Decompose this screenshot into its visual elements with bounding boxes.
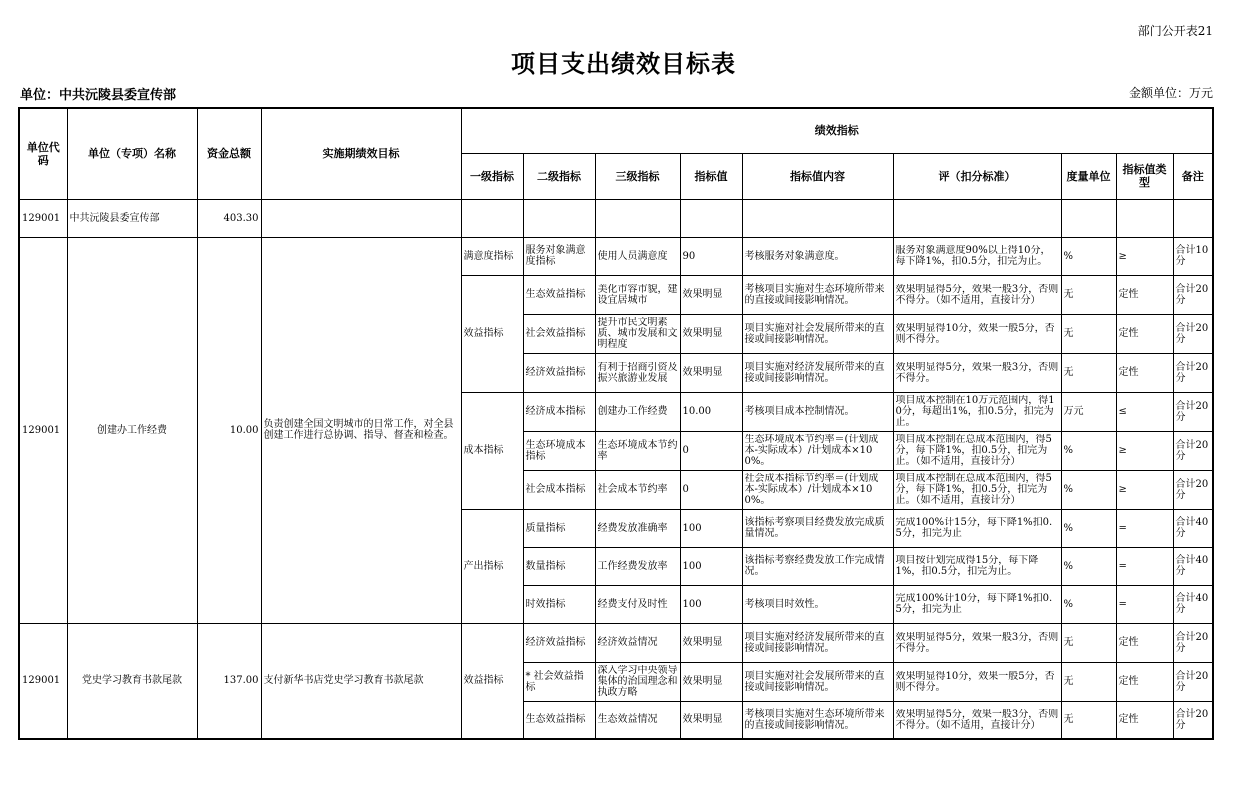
cell-type: ≥ [1116,431,1173,470]
cell-total: 10.00 [197,237,261,623]
cell-unit: 万元 [1061,392,1116,431]
cell-level1: 产出指标 [461,509,523,623]
cell-unit: % [1061,431,1116,470]
cell-type: 定性 [1116,314,1173,353]
empty-cell [742,199,893,237]
cell-level3-text: 美化市容市貌，建设宜居城市 [597,283,678,306]
cell-content: 该指标考察经费发放工作完成情况。 [742,547,893,585]
cell-remark: 合计20分 [1173,470,1213,509]
cell-unit: 无 [1061,314,1116,353]
summary-row [19,199,1213,237]
cell-level3 [595,314,680,353]
cell-value: 90 [680,237,742,275]
cell-level3: 工作经费发放率 [595,547,680,585]
cell-content: 考核项目实施对生态环境所带来的直接或间接影响情况。 [742,275,893,314]
cell-level3: 生态效益情况 [595,701,680,739]
empty-cell [595,199,680,237]
cell-level1: 效益指标 [461,275,523,392]
header-measure-unit: 度量单位 [1061,153,1116,199]
cell-score-text: 服务对象满意度90%以上得10分，每下降1%，扣0.5分，扣完为止。 [895,245,1051,267]
cell-type: = [1116,547,1173,585]
header-name: 单位（专项）名称 [67,108,197,199]
cell-content-text: 社会成本指标节约率＝(计划成本-实际成本）/计划成本×100%。 [744,473,879,506]
cell-score-text: 效果明显得10分，效果一般5分，否则不得分。 [895,322,1055,345]
cell-level2: 数量指标 [523,547,595,585]
cell-level2: 生态环境成本指标 [523,431,595,470]
cell-value: 效果明显 [680,314,742,353]
cell-level1: 成本指标 [461,392,523,509]
cell-score [893,431,1061,470]
cell-value: 效果明显 [680,275,742,314]
header-content: 指标值内容 [742,153,893,199]
cell-level3: 生态环境成本节约率 [595,431,680,470]
cell-level2: 质量指标 [523,509,595,547]
empty-cell [523,199,595,237]
cell-score [893,392,1061,431]
cell-content: 项目实施对社会发展所带来的直接或间接影响情况。 [742,314,893,353]
cell-level3-text: 提升市民文明素质、城市发展和文明程度 [597,317,678,350]
cell-type: 定性 [1116,623,1173,662]
cell-score-text: 效果明显得5分，效果一般3分，否则不得分。（如不适用，直接计分） [895,283,1059,306]
cell-code: 129001 [19,623,67,739]
cell-name: 创建办工作经费 [67,237,197,623]
header-level2: 二级指标 [523,153,595,199]
cell-name: 中共沅陵县委宣传部 [67,199,197,237]
cell-level2: 时效指标 [523,585,595,623]
cell-level1: 效益指标 [461,623,523,739]
cell-unit: 无 [1061,353,1116,392]
header-value-type: 指标值类型 [1116,153,1173,199]
header-goal: 实施期绩效目标 [261,108,461,199]
cell-level2: 经济成本指标 [523,392,595,431]
header-level1: 一级指标 [461,153,523,199]
cell-type: ≤ [1116,392,1173,431]
cell-name: 党史学习教育书款尾款 [67,623,197,739]
cell-level2: * 社会效益指标 [523,662,595,701]
cell-remark: 合计20分 [1173,314,1213,353]
cell-remark: 合计20分 [1173,623,1213,662]
money-unit-label: 金额单位：万元 [1128,86,1213,100]
cell-remark: 合计20分 [1173,392,1213,431]
cell-content-text: 生态环境成本节约率＝(计划成本-实际成本）/计划成本×100%。 [744,434,879,467]
cell-total: 137.00 [197,623,261,739]
cell-goal: 负责创建全国文明城市的日常工作，对全县创建工作进行总协调、指导、督查和检查。 [261,237,461,623]
cell-unit: % [1061,585,1116,623]
cell-level1: 满意度指标 [461,237,523,275]
unit-label: 单位：中共沅陵县委宣传部 [20,88,177,103]
cell-unit: % [1061,509,1116,547]
cell-remark: 合计40分 [1173,547,1213,585]
cell-score [893,275,1061,314]
cell-content: 考核项目实施对生态环境所带来的直接或间接影响情况。 [742,701,893,739]
cell-level2: 社会效益指标 [523,314,595,353]
cell-type: 定性 [1116,275,1173,314]
cell-content: 考核项目成本控制情况。 [742,392,893,431]
cell-unit: 无 [1061,662,1116,701]
cell-type: 定性 [1116,353,1173,392]
cell-remark: 合计20分 [1173,431,1213,470]
cell-remark: 合计20分 [1173,701,1213,739]
cell-level3-text: 深入学习中央领导集体的治国理念和执政方略 [597,665,678,698]
cell-level3 [595,275,680,314]
cell-value: 10.00 [680,392,742,431]
cell-content: 项目实施对经济发展所带来的直接或间接影响情况。 [742,623,893,662]
cell-remark: 合计20分 [1173,275,1213,314]
cell-score-text: 项目成本控制在10万元范围内，得10分，每超出1%，扣0.5分，扣完为止。 [895,395,1055,428]
cell-unit: 无 [1061,623,1116,662]
cell-level2: 生态效益指标 [523,275,595,314]
cell-level2: 经济效益指标 [523,623,595,662]
cell-score-text: 项目按计划完成得15分，每下降1%，扣0.5分，扣完为止。 [895,555,1039,577]
cell-score-text: 项目成本控制在总成本范围内，得5分，每下降1%，扣0.5分，扣完为止。（如不适用，直接计分） [895,434,1052,467]
cell-content: 考核服务对象满意度。 [742,237,893,275]
cell-goal: 支付新华书店党史学习教育书款尾款 [261,623,461,739]
cell-level2: 服务对象满意度指标 [523,237,595,275]
cell-content [742,431,893,470]
header-indicators: 绩效指标 [461,108,1213,153]
empty-cell [1061,199,1116,237]
cell-value: 效果明显 [680,701,742,739]
cell-value: 100 [680,547,742,585]
cell-unit: % [1061,547,1116,585]
cell-score-text: 完成100%计10分，每下降1%扣0.5分，扣完为止 [895,593,1053,615]
cell-score-text: 完成100%计15分，每下降1%扣0.5分，扣完为止 [895,517,1053,539]
cell-score [893,547,1061,585]
cell-score-text: 效果明显得5分，效果一般3分，否则不得分。 [895,361,1059,384]
cell-content: 项目实施对经济发展所带来的直接或间接影响情况。 [742,353,893,392]
cell-value: 100 [680,509,742,547]
empty-cell [1116,199,1173,237]
cell-value: 效果明显 [680,623,742,662]
cell-level3: 经济效益情况 [595,623,680,662]
cell-type: 定性 [1116,701,1173,739]
cell-level3: 社会成本节约率 [595,470,680,509]
header-score: 评（扣分标准） [893,153,1061,199]
cell-level2: 经济效益指标 [523,353,595,392]
empty-cell [1173,199,1213,237]
cell-type: 定性 [1116,662,1173,701]
cell-score-text: 效果明显得5分，效果一般3分，否则不得分。 [895,631,1059,654]
empty-cell [261,199,461,237]
cell-level3-text: 有利于招商引资及振兴旅游业发展 [597,361,678,384]
page-title: 项目支出绩效目标表 [511,50,736,78]
cell-score [893,353,1061,392]
cell-remark: 合计10分 [1173,237,1213,275]
cell-level2: 生态效益指标 [523,701,595,739]
cell-score-text: 效果明显得5分，效果一般3分，否则不得分。（如不适用，直接计分） [895,708,1059,731]
cell-remark: 合计40分 [1173,509,1213,547]
cell-value: 0 [680,431,742,470]
table-row [19,623,1213,662]
form-number-label: 部门公开表21 [1137,24,1213,38]
cell-total: 403.30 [197,199,261,237]
cell-score-text: 效果明显得10分，效果一般5分，否则不得分。 [895,670,1055,693]
cell-unit: 无 [1061,275,1116,314]
performance-table [18,107,1214,740]
cell-unit: % [1061,470,1116,509]
cell-level3: 经费发放准确率 [595,509,680,547]
cell-score [893,509,1061,547]
cell-score [893,585,1061,623]
cell-level3: 经费支付及时性 [595,585,680,623]
cell-type: ≥ [1116,470,1173,509]
cell-content [742,470,893,509]
cell-level3 [595,353,680,392]
cell-level3 [595,662,680,701]
cell-value: 效果明显 [680,353,742,392]
cell-level3: 使用人员满意度 [595,237,680,275]
cell-content: 该指标考察项目经费发放完成质量情况。 [742,509,893,547]
cell-score-text: 项目成本控制在总成本范围内，得5分，每下降1%，扣0.5分，扣完为止。（如不适用，直接计分） [895,473,1052,506]
cell-code: 129001 [19,237,67,623]
cell-remark: 合计20分 [1173,662,1213,701]
header-remark: 备注 [1173,153,1213,199]
header-total: 资金总额 [197,108,261,199]
cell-remark: 合计20分 [1173,353,1213,392]
empty-cell [680,199,742,237]
cell-score [893,662,1061,701]
table-row [19,237,1213,275]
header-code: 单位代码 [19,108,67,199]
cell-score [893,314,1061,353]
empty-cell [893,199,1061,237]
cell-code: 129001 [19,199,67,237]
header-level3: 三级指标 [595,153,680,199]
empty-cell [461,199,523,237]
cell-value: 100 [680,585,742,623]
cell-score [893,623,1061,662]
cell-value: 0 [680,470,742,509]
cell-score [893,701,1061,739]
cell-content: 项目实施对社会发展所带来的直接或间接影响情况。 [742,662,893,701]
cell-content: 考核项目时效性。 [742,585,893,623]
cell-score [893,470,1061,509]
cell-level2: 社会成本指标 [523,470,595,509]
cell-unit: 无 [1061,701,1116,739]
header-value: 指标值 [680,153,742,199]
cell-type: ≥ [1116,237,1173,275]
cell-level3: 创建办工作经费 [595,392,680,431]
cell-unit: % [1061,237,1116,275]
cell-type: = [1116,509,1173,547]
cell-value: 效果明显 [680,662,742,701]
cell-score [893,237,1061,275]
cell-remark: 合计40分 [1173,585,1213,623]
cell-type: = [1116,585,1173,623]
